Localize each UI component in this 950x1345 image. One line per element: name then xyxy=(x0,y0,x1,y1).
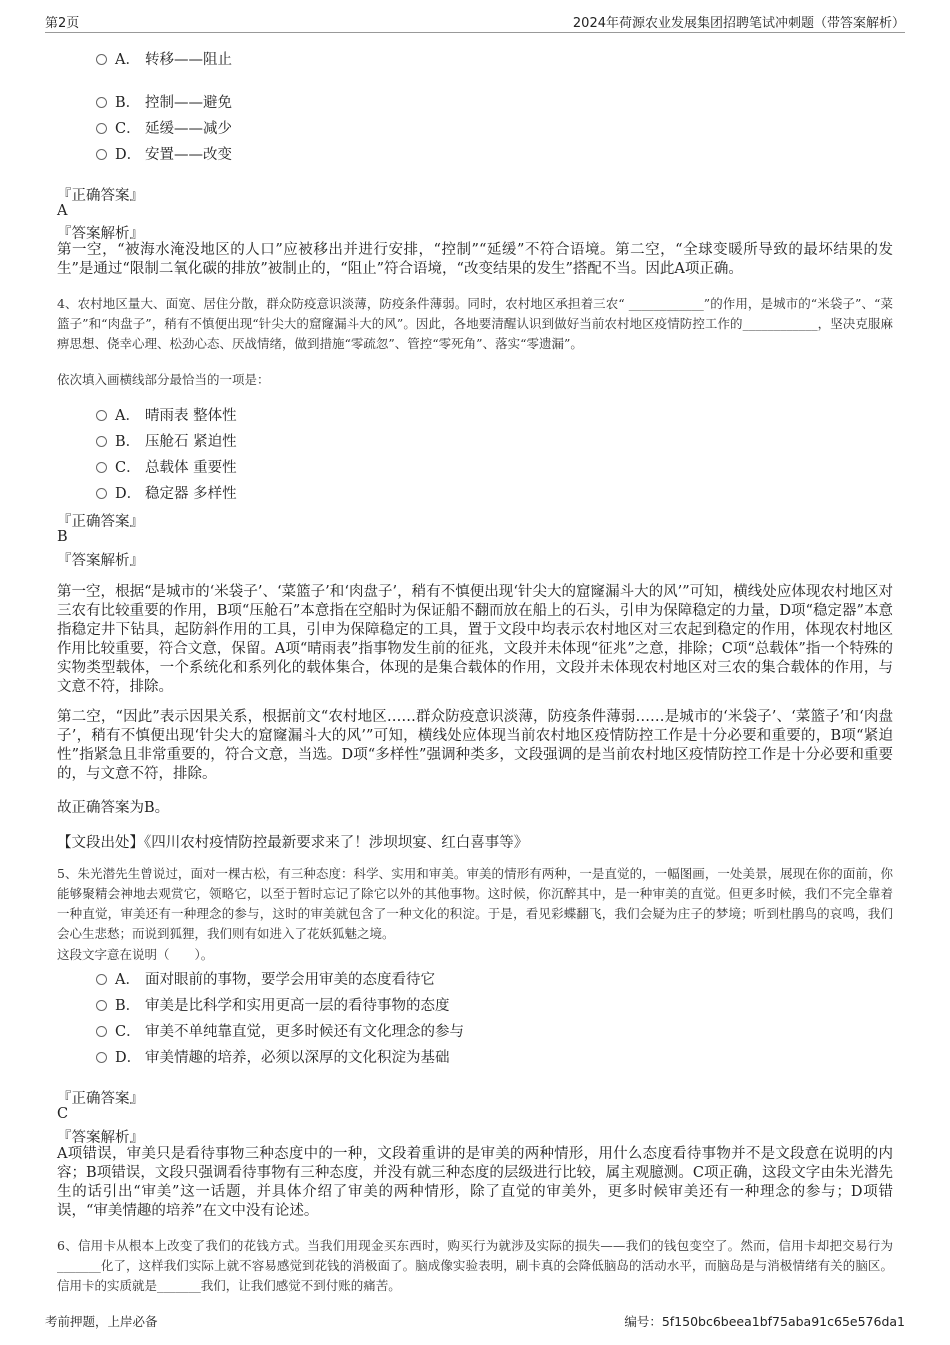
q5-answer: C xyxy=(57,1106,69,1122)
radio-icon[interactable] xyxy=(96,410,107,421)
q4-conclusion: 故正确答案为B。 xyxy=(57,800,170,816)
q3-option-b[interactable]: B． 控制——避免 xyxy=(96,91,232,112)
radio-icon[interactable] xyxy=(96,488,107,499)
document-title: 2024年荷源农业发展集团招聘笔试冲刺题（带答案解析） xyxy=(572,16,905,31)
q4-source: 【文段出处】《四川农村疫情防控最新要求来了！涉坝坝宴、红白喜事等》 xyxy=(57,835,529,851)
q4-option-d[interactable]: D． 稳定器 多样性 xyxy=(96,482,237,503)
q3-answer: A xyxy=(57,203,68,219)
page-number: 第2页 xyxy=(45,16,80,31)
document-id: 编号：5f150bc6beea1bf75aba91c65e576da1 xyxy=(624,1314,905,1329)
q3-option-d[interactable]: D． 安置——改变 xyxy=(96,143,232,164)
q5-option-c[interactable]: C． 审美不单纯靠直觉，更多时候还有文化理念的参与 xyxy=(96,1020,464,1041)
radio-icon[interactable] xyxy=(96,54,107,65)
q4-answer: B xyxy=(57,529,68,545)
q4-option-c[interactable]: C． 总载体 重要性 xyxy=(96,456,237,477)
q5-analysis: A项错误，审美只是看待事物三种态度中的一种，文段着重讲的是审美的两种情形，用什么态度看待事物并不是文段意在说明的内容；B项错误，文段只强调看待事物有三种态度，并没有就三种态度的层级进行比较，属主观臆测。C项正确，这段文字由朱光潜先生的话引出“审美”这一话题，并具体介绍了审美的两种情形，除了直觉的审美外，更多时候审美还有一种理念的参与；D项错误，“审美情趣的培养”在文中没有论述。 xyxy=(57,1146,893,1219)
radio-icon[interactable] xyxy=(96,1052,107,1063)
radio-icon[interactable] xyxy=(96,123,107,134)
q4-option-a[interactable]: A． 晴雨表 整体性 xyxy=(96,404,237,425)
radio-icon[interactable] xyxy=(96,974,107,985)
q4-prompt: 依次填入画横线部分最恰当的一项是： xyxy=(57,372,270,387)
radio-icon[interactable] xyxy=(96,462,107,473)
q5-option-a[interactable]: A． 面对眼前的事物，要学会用审美的态度看待它 xyxy=(96,968,435,989)
q4-option-b[interactable]: B． 压舱石 紧迫性 xyxy=(96,430,237,451)
q5-analysis-heading: 『答案解析』 xyxy=(57,1130,144,1146)
q3-option-a[interactable]: A． 转移——阻止 xyxy=(96,48,232,69)
radio-icon[interactable] xyxy=(96,436,107,447)
radio-icon[interactable] xyxy=(96,149,107,160)
radio-icon[interactable] xyxy=(96,1000,107,1011)
q4-analysis-heading: 『答案解析』 xyxy=(57,553,144,569)
footer-slogan: 考前押题，上岸必备 xyxy=(45,1314,158,1329)
q3-analysis-heading: 『答案解析』 xyxy=(57,226,144,242)
q5-answer-heading: 『正确答案』 xyxy=(57,1091,144,1107)
radio-icon[interactable] xyxy=(96,97,107,108)
q5-option-d[interactable]: D． 审美情趣的培养，必须以深厚的文化积淀为基础 xyxy=(96,1046,450,1067)
q6-stem: 6、信用卡从根本上改变了我们的花钱方式。当我们用现金买东西时，购买行为就涉及实际的损失——我们的钱包变空了。然而，信用卡却把交易行为_______化了，这样我们实际上就不容易感觉到花钱的消极面了。脑成像实验表明，刷卡真的会降低脑岛的活动水平，而脑岛是与消极情绪有关的脑区。信用卡的实质就是_______我们，让我们感觉不到付账的痛苦。 xyxy=(57,1238,893,1293)
q4-analysis-part-2: 第二空，“因此”表示因果关系，根据前文“农村地区……群众防疫意识淡薄，防疫条件薄弱……是城市的‘米袋子’、‘菜篮子’和‘肉盘子’，稍有不慎便出现‘针尖大的窟窿漏斗大的风’”可知，横线处应体现当前农村地区疫情防控工作是十分必要和重要的，B项“紧迫性”指紧急且非常重要的，符合文意，当选。D项“多样性”强调种类多，文段强调的是当前农村地区疫情防控工作是十分必要和重要的，与文意不符，排除。 xyxy=(57,709,893,782)
radio-icon[interactable] xyxy=(96,1026,107,1037)
q5-option-b[interactable]: B． 审美是比科学和实用更高一层的看待事物的态度 xyxy=(96,994,450,1015)
q4-stem: 4、农村地区量大、面宽、居住分散，群众防疫意识淡薄，防疫条件薄弱。同时，农村地区承担着三农“ ____________”的作用，是城市的“米袋子”、“菜篮子”和“肉盘子”，稍有不慎便出现“针尖大的窟窿漏斗大的风”。因此，各地要清醒认识到做好当前农村地区疫情防控工作的____________，坚决克服麻痹思想、侥幸心理、松劲心态、厌战情绪，做到措施“零疏忽”、管控“零死角”、落实“零遗漏”。 xyxy=(57,296,893,351)
q4-analysis-part-1: 第一空，根据“是城市的‘米袋子’、‘菜篮子’和‘肉盘子’，稍有不慎便出现‘针尖大的窟窿漏斗大的风’”可知，横线处应体现农村地区对三农有比较重要的作用，B项“压舱石”本意指在空船时为保证船不翻而放在船上的石头，引申为保障稳定的力量，D项“稳定器”本意指稳定井下钻具，起防斜作用的工具，引申为保障稳定的工具，置于文段中均表示农村地区对三农起到稳定的作用，体现农村地区作用比较重要，符合文意，保留。A项“晴雨表”指事物发生前的征兆，文段并未体现“征兆”之意，排除；C项“总载体”指一个特殊的实物类型载体，一个系统化和系列化的载体集合，体现的是集合载体的作用，文段并未体现农村地区对三农的集合载体的作用，与文意不符，排除。 xyxy=(57,584,893,695)
q5-stem: 5、朱光潜先生曾说过，面对一棵古松，有三种态度：科学、实用和审美。审美的情形有两种，一是直觉的，一幅图画，一处美景，展现在你的面前，你能够聚精会神地去观赏它，领略它，以至于暂时忘记了除它以外的其他事物。这时候，你沉醉其中，是一种审美的直觉。但更多时候，我们不完全靠着一种直觉，审美还有一种理念的参与，这时的审美就包含了一种文化的积淀。于是，看见彩蝶翻飞，我们会疑为庄子的梦境；听到杜鹃鸟的哀鸣，我们会心生悲愁；而说到狐狸，我们则有如进入了花妖狐魅之境。 xyxy=(57,866,893,941)
q5-prompt: 这段文字意在说明（ ）。 xyxy=(57,947,214,962)
q3-option-c[interactable]: C． 延缓——减少 xyxy=(96,117,232,138)
q4-answer-heading: 『正确答案』 xyxy=(57,514,144,530)
page-header xyxy=(45,10,905,33)
q3-analysis: 第一空，“被海水淹没地区的人口”应被移出并进行安排，“控制”“延缓”不符合语境。第二空，“全球变暖所导致的最坏结果的发生”是通过“限制二氧化碳的排放”被制止的，“阻止”符合语境，“改变结果的发生”搭配不当。因此A项正确。 xyxy=(57,242,893,277)
q3-answer-heading: 『正确答案』 xyxy=(57,188,144,204)
